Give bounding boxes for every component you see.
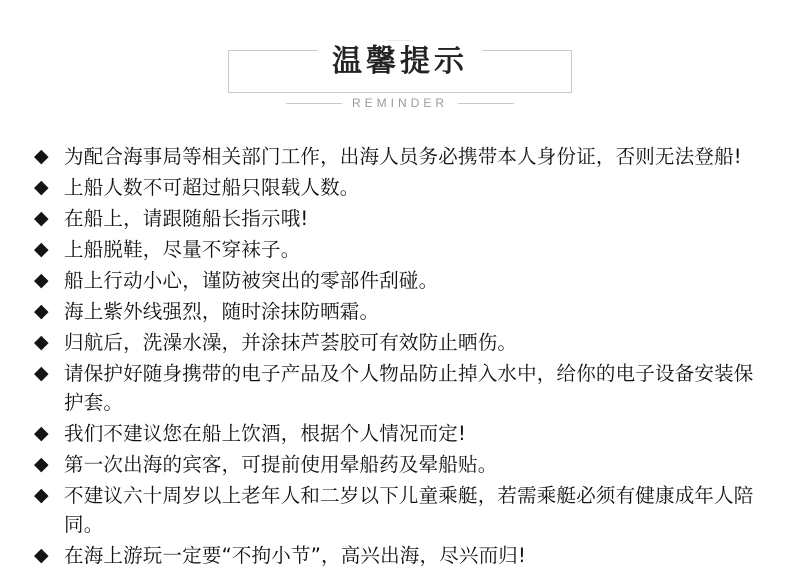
page-subtitle: REMINDER [351, 96, 448, 110]
diamond-bullet-icon: ◆ [34, 423, 49, 444]
page-title: 温馨提示 [318, 41, 482, 83]
list-item-text: 在海上游玩一定要“不拘小节”，高兴出海，尽兴而归! [64, 544, 527, 567]
diamond-bullet-icon: ◆ [34, 270, 49, 291]
header-frame-bottom [228, 92, 572, 93]
list-item-text: 不建议六十周岁以上老年人和二岁以下儿童乘艇，若需乘艇必须有健康成年人陪同。 [64, 484, 754, 536]
list-item [34, 266, 766, 295]
subtitle-dash-right [458, 103, 514, 104]
list-item-text: 海上紫外线强烈，随时涂抹防晒霜。 [64, 300, 380, 323]
list-item [34, 204, 766, 233]
list-item-text: 船上行动小心，谨防被突出的零部件刮碰。 [64, 269, 439, 292]
diamond-bullet-icon: ◆ [34, 177, 49, 198]
list-item-text: 上船脱鞋，尽量不穿袜子。 [64, 238, 301, 261]
diamond-bullet-icon: ◆ [34, 239, 49, 260]
list-item-text: 我们不建议您在船上饮酒，根据个人情况而定! [64, 422, 467, 445]
header-frame-left [228, 50, 229, 92]
list-item [34, 450, 766, 479]
page-header [0, 40, 800, 116]
notice-list [34, 142, 766, 570]
diamond-bullet-icon: ◆ [34, 332, 49, 353]
list-item [34, 419, 766, 448]
page-subtitle-row [0, 96, 800, 110]
list-item [34, 481, 766, 539]
subtitle-dash-left [286, 103, 342, 104]
diamond-bullet-icon: ◆ [34, 208, 49, 229]
list-item-text: 请保护好随身携带的电子产品及个人物品防止掉入水中，给你的电子设备安装保护套。 [64, 362, 754, 414]
diamond-bullet-icon: ◆ [34, 454, 49, 475]
list-item-text: 第一次出海的宾客，可提前使用晕船药及晕船贴。 [64, 453, 498, 476]
diamond-bullet-icon: ◆ [34, 146, 49, 167]
diamond-bullet-icon: ◆ [34, 301, 49, 322]
diamond-bullet-icon: ◆ [34, 485, 49, 506]
list-item [34, 173, 766, 202]
list-item-text: 为配合海事局等相关部门工作，出海人员务必携带本人身份证，否则无法登船! [64, 145, 742, 168]
list-item [34, 235, 766, 264]
list-item [34, 541, 766, 570]
list-item [34, 359, 766, 417]
list-item-text: 上船人数不可超过船只限载人数。 [64, 176, 360, 199]
list-item [34, 297, 766, 326]
header-frame-right [571, 50, 572, 92]
list-item-text: 在船上，请跟随船长指示哦! [64, 207, 309, 230]
list-item [34, 142, 766, 171]
diamond-bullet-icon: ◆ [34, 363, 49, 384]
list-item [34, 328, 766, 357]
diamond-bullet-icon: ◆ [34, 545, 49, 566]
list-item-text: 归航后，洗澡水澡，并涂抹芦荟胶可有效防止晒伤。 [64, 331, 518, 354]
